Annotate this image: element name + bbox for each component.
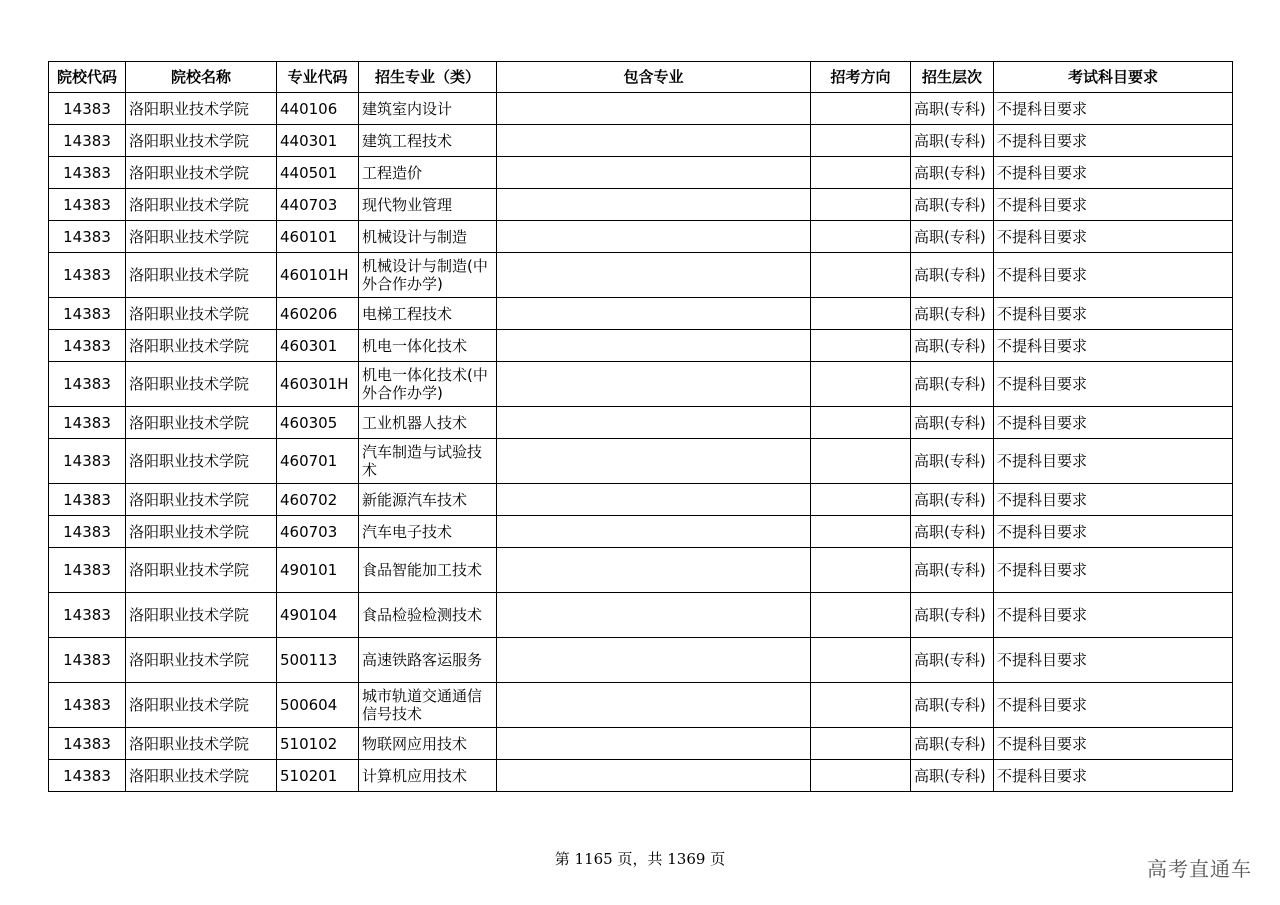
cell-includes [497,516,811,548]
cell-school-code: 14383 [49,253,126,298]
cell-school-name: 洛阳职业技术学院 [126,189,277,221]
cell-major: 现代物业管理 [359,189,497,221]
header-school-name: 院校名称 [126,62,277,93]
header-major-code: 专业代码 [277,62,359,93]
cell-school-name: 洛阳职业技术学院 [126,330,277,362]
header-school-code: 院校代码 [49,62,126,93]
cell-level: 高职(专科) [911,93,994,125]
cell-school-name: 洛阳职业技术学院 [126,638,277,683]
cell-includes [497,253,811,298]
cell-requirement: 不提科目要求 [994,221,1233,253]
cell-requirement: 不提科目要求 [994,760,1233,792]
cell-direction [811,484,911,516]
cell-level: 高职(专科) [911,407,994,439]
cell-direction [811,439,911,484]
table-row [49,516,1233,548]
cell-major: 工业机器人技术 [359,407,497,439]
cell-direction [811,189,911,221]
cell-level: 高职(专科) [911,221,994,253]
cell-major-code: 490101 [277,548,359,593]
cell-school-name: 洛阳职业技术学院 [126,728,277,760]
cell-school-name: 洛阳职业技术学院 [126,407,277,439]
cell-level: 高职(专科) [911,157,994,189]
cell-school-name: 洛阳职业技术学院 [126,125,277,157]
cell-major: 建筑室内设计 [359,93,497,125]
table-row [49,728,1233,760]
cell-school-name: 洛阳职业技术学院 [126,93,277,125]
cell-major-code: 440703 [277,189,359,221]
header-includes: 包含专业 [497,62,811,93]
cell-major: 城市轨道交通通信信号技术 [359,683,497,728]
cell-school-code: 14383 [49,548,126,593]
table-row [49,362,1233,407]
cell-major: 机械设计与制造 [359,221,497,253]
cell-school-code: 14383 [49,516,126,548]
cell-school-code: 14383 [49,157,126,189]
cell-direction [811,157,911,189]
header-requirement: 考试科目要求 [994,62,1233,93]
cell-direction [811,548,911,593]
cell-level: 高职(专科) [911,125,994,157]
cell-school-code: 14383 [49,298,126,330]
cell-includes [497,330,811,362]
cell-major-code: 460301H [277,362,359,407]
cell-requirement: 不提科目要求 [994,362,1233,407]
cell-major: 工程造价 [359,157,497,189]
header-major: 招生专业（类） [359,62,497,93]
table-body [49,93,1233,792]
cell-requirement: 不提科目要求 [994,516,1233,548]
cell-school-name: 洛阳职业技术学院 [126,221,277,253]
cell-direction [811,593,911,638]
cell-requirement: 不提科目要求 [994,683,1233,728]
cell-school-code: 14383 [49,362,126,407]
table-row [49,298,1233,330]
cell-major: 高速铁路客运服务 [359,638,497,683]
cell-school-name: 洛阳职业技术学院 [126,593,277,638]
cell-level: 高职(专科) [911,362,994,407]
table-row [49,221,1233,253]
cell-major: 电梯工程技术 [359,298,497,330]
cell-requirement: 不提科目要求 [994,93,1233,125]
cell-school-code: 14383 [49,683,126,728]
cell-school-name: 洛阳职业技术学院 [126,484,277,516]
cell-major: 物联网应用技术 [359,728,497,760]
cell-major-code: 510102 [277,728,359,760]
cell-direction [811,683,911,728]
cell-requirement: 不提科目要求 [994,157,1233,189]
cell-includes [497,439,811,484]
cell-major-code: 460206 [277,298,359,330]
cell-major: 新能源汽车技术 [359,484,497,516]
table-row [49,760,1233,792]
cell-level: 高职(专科) [911,638,994,683]
cell-direction [811,221,911,253]
table-row [49,407,1233,439]
cell-major-code: 500113 [277,638,359,683]
cell-major-code: 510201 [277,760,359,792]
cell-includes [497,189,811,221]
table-row [49,439,1233,484]
cell-major: 机械设计与制造(中外合作办学) [359,253,497,298]
cell-level: 高职(专科) [911,189,994,221]
cell-major-code: 460701 [277,439,359,484]
cell-school-name: 洛阳职业技术学院 [126,683,277,728]
cell-direction [811,362,911,407]
watermark: 高考直通车 [1147,857,1252,881]
cell-requirement: 不提科目要求 [994,407,1233,439]
cell-level: 高职(专科) [911,548,994,593]
cell-school-name: 洛阳职业技术学院 [126,253,277,298]
cell-school-code: 14383 [49,439,126,484]
table-row [49,189,1233,221]
cell-direction [811,760,911,792]
cell-major: 计算机应用技术 [359,760,497,792]
cell-major: 机电一体化技术 [359,330,497,362]
cell-includes [497,638,811,683]
cell-school-name: 洛阳职业技术学院 [126,157,277,189]
cell-direction [811,93,911,125]
table-row [49,93,1233,125]
cell-direction [811,253,911,298]
cell-major-code: 460702 [277,484,359,516]
header-direction: 招考方向 [811,62,911,93]
cell-direction [811,728,911,760]
cell-major-code: 460305 [277,407,359,439]
cell-school-code: 14383 [49,593,126,638]
cell-requirement: 不提科目要求 [994,484,1233,516]
table-row [49,548,1233,593]
cell-school-code: 14383 [49,330,126,362]
cell-includes [497,593,811,638]
cell-school-code: 14383 [49,484,126,516]
cell-level: 高职(专科) [911,253,994,298]
cell-requirement: 不提科目要求 [994,638,1233,683]
table-row [49,484,1233,516]
cell-school-name: 洛阳职业技术学院 [126,548,277,593]
table-header-row [49,62,1233,93]
table-row [49,125,1233,157]
cell-school-name: 洛阳职业技术学院 [126,516,277,548]
cell-major-code: 460101 [277,221,359,253]
table-row [49,683,1233,728]
cell-major: 建筑工程技术 [359,125,497,157]
cell-includes [497,221,811,253]
cell-direction [811,516,911,548]
cell-includes [497,298,811,330]
cell-includes [497,548,811,593]
table-row [49,638,1233,683]
cell-includes [497,407,811,439]
cell-level: 高职(专科) [911,330,994,362]
cell-requirement: 不提科目要求 [994,593,1233,638]
cell-school-code: 14383 [49,638,126,683]
cell-requirement: 不提科目要求 [994,253,1233,298]
cell-major-code: 440301 [277,125,359,157]
cell-includes [497,683,811,728]
cell-includes [497,362,811,407]
cell-includes [497,157,811,189]
cell-direction [811,638,911,683]
cell-major: 汽车电子技术 [359,516,497,548]
cell-major-code: 460101H [277,253,359,298]
cell-includes [497,125,811,157]
cell-school-code: 14383 [49,93,126,125]
cell-major: 汽车制造与试验技术 [359,439,497,484]
cell-requirement: 不提科目要求 [994,728,1233,760]
cell-direction [811,298,911,330]
table-row [49,593,1233,638]
cell-major-code: 440501 [277,157,359,189]
table-row [49,253,1233,298]
cell-school-code: 14383 [49,728,126,760]
cell-school-code: 14383 [49,760,126,792]
cell-direction [811,330,911,362]
cell-requirement: 不提科目要求 [994,125,1233,157]
cell-major: 机电一体化技术(中外合作办学) [359,362,497,407]
table-row [49,330,1233,362]
cell-school-code: 14383 [49,407,126,439]
cell-includes [497,728,811,760]
cell-level: 高职(专科) [911,683,994,728]
cell-requirement: 不提科目要求 [994,330,1233,362]
cell-requirement: 不提科目要求 [994,439,1233,484]
cell-includes [497,484,811,516]
page-number: 第 1165 页，共 1369 页 [554,850,726,868]
cell-requirement: 不提科目要求 [994,298,1233,330]
cell-includes [497,93,811,125]
header-level: 招生层次 [911,62,994,93]
cell-school-code: 14383 [49,125,126,157]
cell-school-name: 洛阳职业技术学院 [126,439,277,484]
cell-major: 食品检验检测技术 [359,593,497,638]
admissions-table [48,61,1233,792]
cell-direction [811,125,911,157]
cell-level: 高职(专科) [911,484,994,516]
cell-level: 高职(专科) [911,298,994,330]
cell-school-code: 14383 [49,221,126,253]
cell-major-code: 500604 [277,683,359,728]
cell-level: 高职(专科) [911,439,994,484]
cell-major-code: 460301 [277,330,359,362]
cell-level: 高职(专科) [911,593,994,638]
cell-school-code: 14383 [49,189,126,221]
cell-level: 高职(专科) [911,760,994,792]
cell-major-code: 490104 [277,593,359,638]
cell-level: 高职(专科) [911,516,994,548]
cell-school-name: 洛阳职业技术学院 [126,760,277,792]
table-row [49,157,1233,189]
cell-major-code: 440106 [277,93,359,125]
cell-school-name: 洛阳职业技术学院 [126,298,277,330]
cell-requirement: 不提科目要求 [994,189,1233,221]
cell-major: 食品智能加工技术 [359,548,497,593]
cell-requirement: 不提科目要求 [994,548,1233,593]
cell-level: 高职(专科) [911,728,994,760]
cell-includes [497,760,811,792]
cell-direction [811,407,911,439]
cell-major-code: 460703 [277,516,359,548]
cell-school-name: 洛阳职业技术学院 [126,362,277,407]
